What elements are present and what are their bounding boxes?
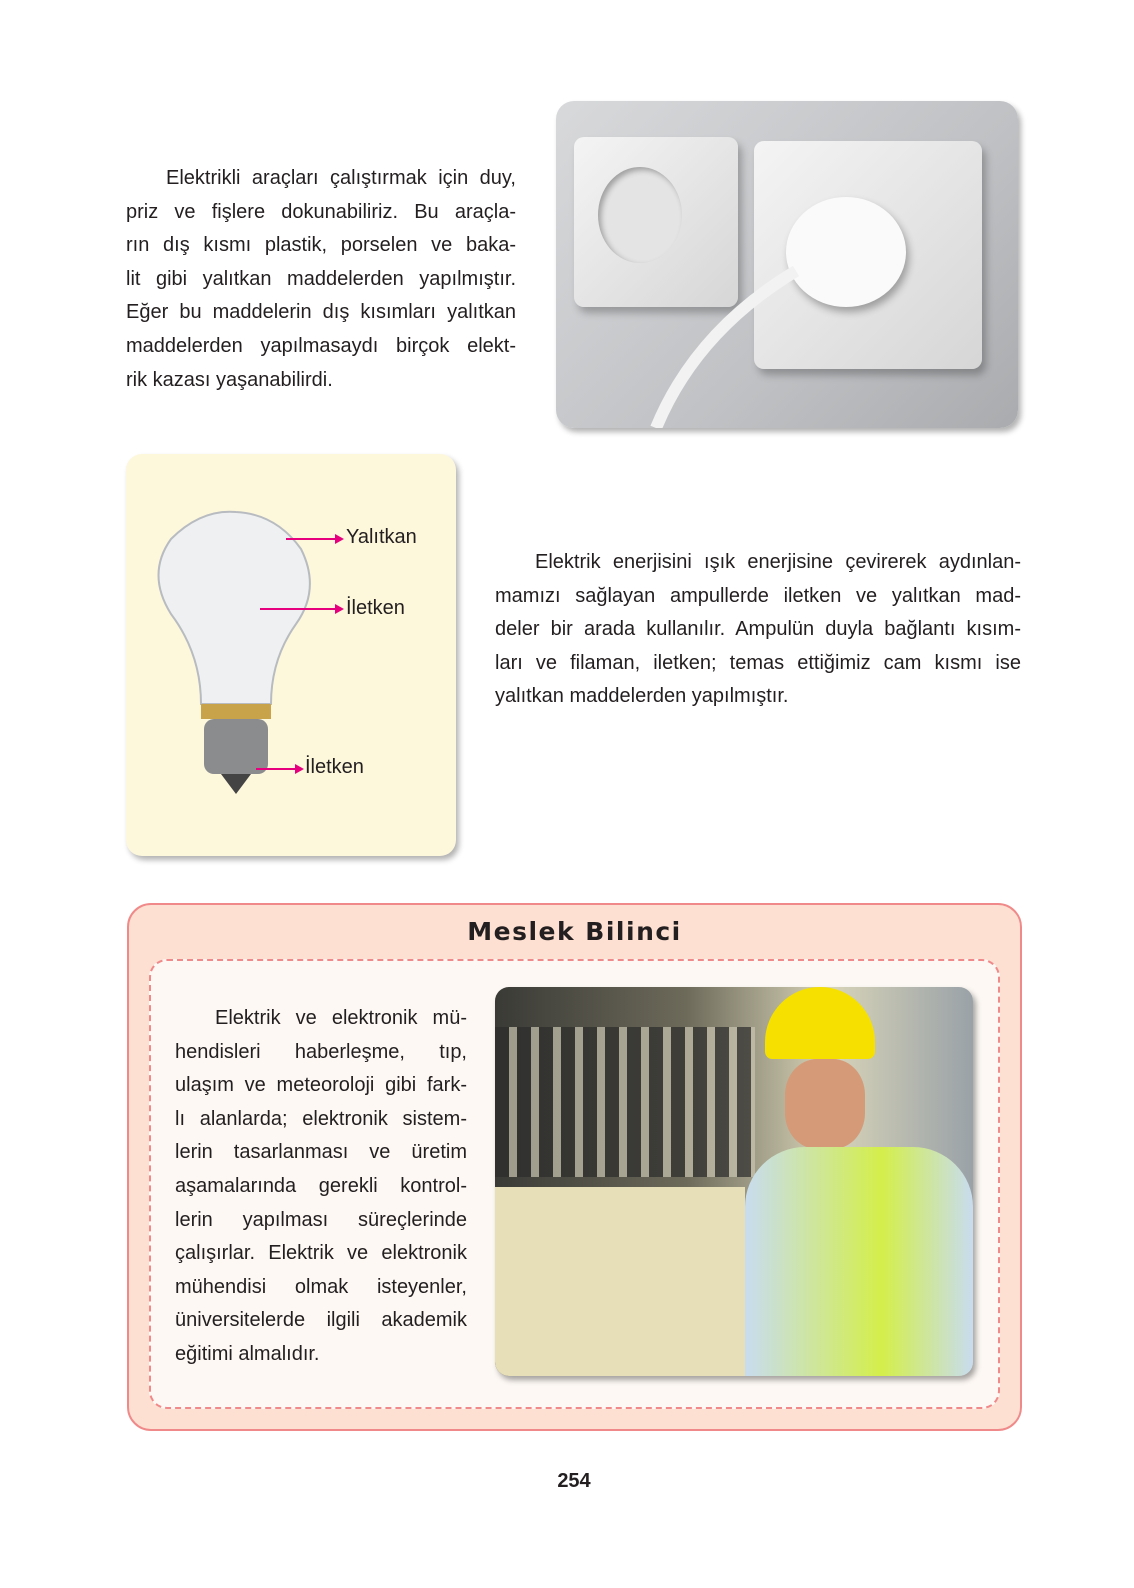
line: ulaşım ve meteoroloji gibi fark- bbox=[175, 1074, 467, 1097]
light-bulb-diagram bbox=[126, 454, 456, 856]
line: aşamalarında gerekli kontrol- bbox=[175, 1174, 467, 1197]
light-bulb-icon bbox=[146, 504, 326, 804]
line: lı alanlarda; elektronik sistem- bbox=[175, 1107, 467, 1130]
page-number: 254 bbox=[557, 1470, 591, 1492]
line: lerin tasarlanması ve üretim bbox=[175, 1141, 467, 1164]
line: eğitimi almalıdır. bbox=[175, 1342, 320, 1365]
line: mamızı sağlayan ampullerde iletken ve yalıtkan mad- bbox=[495, 584, 1021, 607]
box-title: Meslek Bilinci bbox=[467, 917, 682, 946]
line: ları ve filaman, iletken; temas ettiğimiz cam kısmı ise bbox=[495, 651, 1021, 674]
line: mühendisi olmak isteyenler, bbox=[175, 1275, 467, 1298]
line: lit gibi yalıtkan maddelerden yapılmıştır. bbox=[126, 267, 516, 290]
line: maddelerden yapılmasaydı birçok elekt- bbox=[126, 334, 516, 357]
label-base: İletken bbox=[305, 756, 364, 778]
line: Elektrik ve elektronik mü- bbox=[215, 1007, 467, 1029]
line: rın dış kısmı plastik, porselen ve baka- bbox=[126, 234, 516, 257]
paragraph-insulators bbox=[126, 162, 516, 397]
line: hendisleri haberleşme, tıp, bbox=[175, 1040, 467, 1063]
wall-socket-image bbox=[556, 101, 1018, 428]
line: yalıtkan maddelerden yapılmıştır. bbox=[495, 685, 789, 708]
label-glass: Yalıtkan bbox=[346, 526, 417, 548]
line: lerin yapılması süreçlerinde bbox=[175, 1208, 467, 1231]
line: Elektrikli araçları çalıştırmak için duy, bbox=[166, 167, 516, 189]
line: üniversitelerde ilgili akademik bbox=[175, 1309, 467, 1332]
line: Eğer bu maddelerin dış kısımları yalıtkan bbox=[126, 301, 516, 324]
line: çalışırlar. Elektrik ve elektronik bbox=[175, 1242, 467, 1265]
line: Elektrik enerjisini ışık enerjisine çevirerek aydınlan- bbox=[535, 551, 1021, 573]
line: deler bir arada kullanılır. Ampulün duyla bağlantı kısım- bbox=[495, 618, 1021, 641]
electrician-photo bbox=[495, 987, 973, 1376]
line: priz ve fişlere dokunabiliriz. Bu araçla- bbox=[126, 200, 516, 223]
line: rik kazası yaşanabilirdi. bbox=[126, 368, 333, 391]
label-filament: İletken bbox=[346, 597, 405, 619]
paragraph-bulb bbox=[495, 546, 1021, 714]
paragraph-engineers bbox=[175, 1002, 467, 1372]
